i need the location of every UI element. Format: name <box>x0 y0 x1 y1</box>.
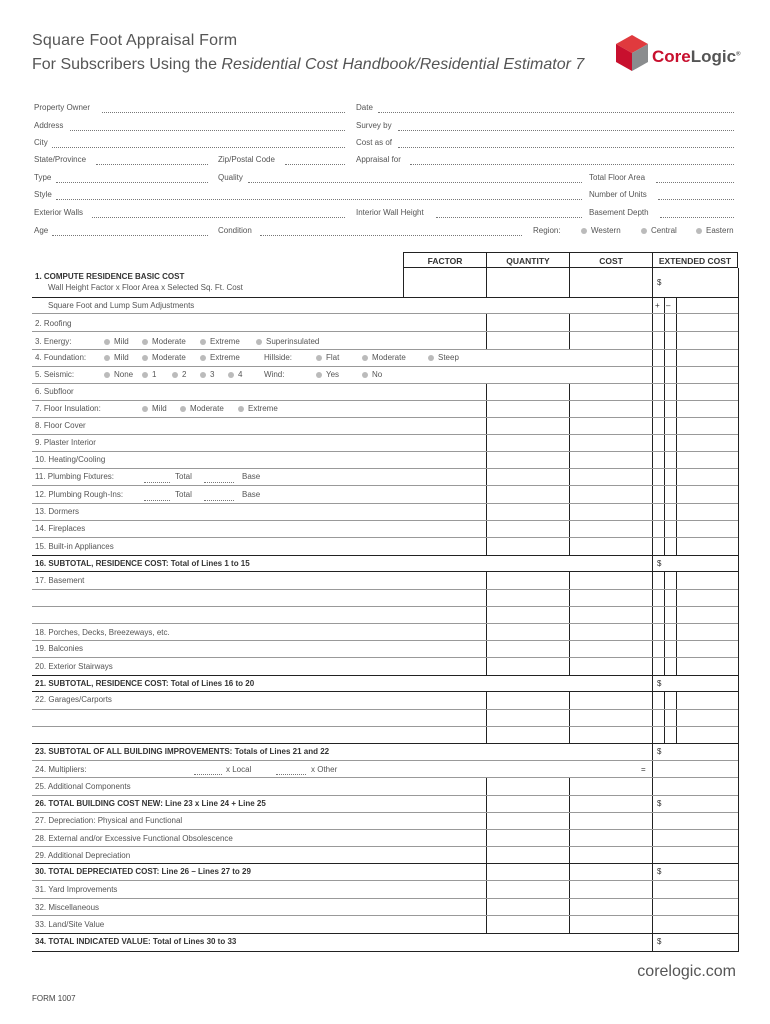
table-row <box>32 727 738 744</box>
radio-icon <box>581 228 587 234</box>
radio-icon <box>362 372 368 378</box>
radio-icon <box>200 372 206 378</box>
column-factor-header: FACTOR <box>403 252 487 268</box>
address-label: Address <box>34 121 64 130</box>
exterior-walls-label: Exterior Walls <box>34 208 84 217</box>
survey-by-field[interactable] <box>398 130 734 131</box>
multiplier-other-field[interactable] <box>276 774 306 775</box>
x-local-label: x Local <box>226 765 252 774</box>
radio-icon <box>428 355 434 361</box>
type-label: Type <box>34 173 52 182</box>
table-row: 17. Basement <box>32 572 738 590</box>
address-field[interactable] <box>70 130 345 131</box>
radio-icon <box>256 339 262 345</box>
hillside-flat-radio[interactable]: Flat <box>316 353 339 362</box>
radio-icon <box>142 355 148 361</box>
table-row: 31. Yard Improvements <box>32 881 738 899</box>
table-row: 4. Foundation: Mild Moderate Extreme Hillside: Flat Moderate Steep <box>32 350 738 367</box>
appraisal-for-label: Appraisal for <box>356 155 401 164</box>
column-quantity-header: QUANTITY <box>486 252 570 268</box>
table-row <box>32 607 738 624</box>
table-row: 23. SUBTOTAL OF ALL BUILDING IMPROVEMENTS: Totals of Lines 21 and 22 $ <box>32 744 738 761</box>
table-row: 29. Additional Depreciation <box>32 847 738 864</box>
hillside-label: Hillside: <box>264 353 293 362</box>
table-row: 24. Multipliers: x Local x Other = <box>32 761 738 778</box>
type-field[interactable] <box>56 182 208 183</box>
footer-url[interactable]: corelogic.com <box>637 963 736 980</box>
zip-field[interactable] <box>285 164 345 165</box>
radio-icon <box>142 372 148 378</box>
age-field[interactable] <box>52 235 208 236</box>
plumbing-roughins-base-field[interactable] <box>204 500 234 501</box>
seismic-4-radio[interactable]: 4 <box>228 370 242 379</box>
table-row: 25. Additional Components <box>32 778 738 796</box>
interior-wall-height-field[interactable] <box>436 217 582 218</box>
table-row <box>32 590 738 607</box>
energy-extreme-radio[interactable]: Extreme <box>200 337 240 346</box>
style-field[interactable] <box>56 199 582 200</box>
age-label: Age <box>34 226 49 235</box>
radio-icon <box>142 406 148 412</box>
total-floor-area-label: Total Floor Area <box>589 173 646 182</box>
basement-depth-label: Basement Depth <box>589 208 649 217</box>
table-row: 26. TOTAL BUILDING COST NEW: Line 23 x Line 24 + Line 25 $ <box>32 796 738 813</box>
table-row: 2. Roofing <box>32 314 738 332</box>
date-label: Date <box>356 103 373 112</box>
table-row: 3. Energy: Mild Moderate Extreme Superinsulated <box>32 332 738 350</box>
radio-icon <box>316 355 322 361</box>
table-row: 33. Land/Site Value <box>32 916 738 934</box>
wind-label: Wind: <box>264 370 285 379</box>
corelogic-logo-text: CoreLogic® <box>652 47 741 66</box>
radio-icon <box>362 355 368 361</box>
plumbing-roughins-total-field[interactable] <box>144 500 170 501</box>
radio-icon <box>104 372 110 378</box>
table-row: 20. Exterior Stairways <box>32 658 738 676</box>
floor-insulation-extreme-radio[interactable]: Extreme <box>238 404 278 413</box>
form-number: FORM 1007 <box>32 994 76 1003</box>
city-label: City <box>34 138 48 147</box>
floor-insulation-mild-radio[interactable]: Mild <box>142 404 167 413</box>
table-row: 28. External and/or Excessive Functional Obsolescence <box>32 830 738 847</box>
radio-icon <box>696 228 702 234</box>
x-other-label: x Other <box>311 765 338 774</box>
table-row: 14. Fireplaces <box>32 521 738 538</box>
table-row: 10. Heating/Cooling <box>32 452 738 469</box>
foundation-moderate-radio[interactable]: Moderate <box>142 353 186 362</box>
property-owner-field[interactable] <box>102 112 345 113</box>
hillside-steep-radio[interactable]: Steep <box>428 353 459 362</box>
interior-wall-height-label: Interior Wall Height <box>356 208 424 217</box>
condition-label: Condition <box>218 226 252 235</box>
base-label: Base <box>242 490 261 499</box>
table-row: 8. Floor Cover <box>32 418 738 435</box>
seismic-2-radio[interactable]: 2 <box>172 370 186 379</box>
table-row: 30. TOTAL DEPRECIATED COST: Line 26 – Lines 27 to 29 $ <box>32 864 738 881</box>
table-row: 34. TOTAL INDICATED VALUE: Total of Lines 30 to 33 $ <box>32 934 738 952</box>
table-row: 18. Porches, Decks, Breezeways, etc. <box>32 624 738 641</box>
radio-icon <box>228 372 234 378</box>
wind-yes-radio[interactable]: Yes <box>316 370 339 379</box>
wind-no-radio[interactable]: No <box>362 370 382 379</box>
form-title: Square Foot Appraisal Form <box>32 32 238 49</box>
foundation-extreme-radio[interactable]: Extreme <box>200 353 240 362</box>
table-row: 13. Dormers <box>32 504 738 521</box>
table-row: 6. Subfloor <box>32 384 738 401</box>
appraisal-for-field[interactable] <box>410 164 734 165</box>
radio-icon <box>172 372 178 378</box>
region-label: Region: <box>533 226 561 235</box>
radio-icon <box>316 372 322 378</box>
quality-label: Quality <box>218 173 243 182</box>
table-row: 12. Plumbing Rough-Ins: Total Base <box>32 486 738 504</box>
cost-as-of-field[interactable] <box>398 147 734 148</box>
radio-icon <box>142 339 148 345</box>
table-row: 16. SUBTOTAL, RESIDENCE COST: Total of Lines 1 to 15 $ <box>32 556 738 572</box>
total-label: Total <box>175 472 192 481</box>
table-row: 9. Plaster Interior <box>32 435 738 452</box>
table-row: 11. Plumbing Fixtures: Total Base <box>32 469 738 486</box>
table-row: 7. Floor Insulation: Mild Moderate Extreme <box>32 401 738 418</box>
radio-icon <box>200 355 206 361</box>
state-label: State/Province <box>34 155 87 164</box>
radio-icon <box>180 406 186 412</box>
property-owner-label: Property Owner <box>34 103 91 112</box>
grid-line <box>738 268 739 952</box>
basement-depth-field[interactable] <box>660 217 734 218</box>
energy-superinsulated-radio[interactable]: Superinsulated <box>256 337 319 346</box>
seismic-3-radio[interactable]: 3 <box>200 370 214 379</box>
city-field[interactable] <box>52 147 345 148</box>
foundation-mild-radio[interactable]: Mild <box>104 353 129 362</box>
total-floor-area-field[interactable] <box>656 182 734 183</box>
region-eastern-radio[interactable]: Eastern <box>696 226 734 235</box>
corelogic-logo-icon <box>614 33 650 73</box>
radio-icon <box>200 339 206 345</box>
table-row: 32. Miscellaneous <box>32 899 738 916</box>
table-row: 27. Depreciation: Physical and Functional <box>32 813 738 830</box>
floor-insulation-moderate-radio[interactable]: Moderate <box>180 404 224 413</box>
quality-field[interactable] <box>248 182 582 183</box>
table-row <box>32 710 738 727</box>
column-extended-cost-header: EXTENDED COST <box>652 252 738 268</box>
table-row: 1. COMPUTE RESIDENCE BASIC COST Wall Height Factor x Floor Area x Selected Sq. Ft. Cost $ <box>32 268 738 298</box>
table-row: 19. Balconies <box>32 641 738 658</box>
zip-label: Zip/Postal Code <box>218 155 275 164</box>
cost-as-of-label: Cost as of <box>356 138 393 147</box>
survey-by-label: Survey by <box>356 121 392 130</box>
multiplier-local-field[interactable] <box>194 774 222 775</box>
date-field[interactable] <box>378 112 734 113</box>
number-of-units-label: Number of Units <box>589 190 647 199</box>
exterior-walls-field[interactable] <box>92 217 345 218</box>
seismic-none-radio[interactable]: None <box>104 370 133 379</box>
column-cost-header: COST <box>569 252 653 268</box>
plumbing-fixtures-base-field[interactable] <box>204 482 234 483</box>
table-row: 21. SUBTOTAL, RESIDENCE COST: Total of Lines 16 to 20 $ <box>32 676 738 692</box>
table-row: 15. Built-in Appliances <box>32 538 738 556</box>
radio-icon <box>104 355 110 361</box>
base-label: Base <box>242 472 261 481</box>
table-row: Square Foot and Lump Sum Adjustments + – <box>32 298 738 314</box>
radio-icon <box>104 339 110 345</box>
state-field[interactable] <box>96 164 208 165</box>
region-western-radio[interactable]: Western <box>581 226 621 235</box>
form-subtitle: For Subscribers Using the Residential Cost Handbook/Residential Estimator 7 <box>32 56 585 73</box>
radio-icon <box>641 228 647 234</box>
style-label: Style <box>34 190 52 199</box>
table-row: 5. Seismic: None 1 2 3 4 Wind: Yes No <box>32 367 738 384</box>
radio-icon <box>238 406 244 412</box>
condition-field[interactable] <box>260 235 522 236</box>
table-row: 22. Garages/Carports <box>32 692 738 710</box>
hillside-moderate-radio[interactable]: Moderate <box>362 353 406 362</box>
energy-mild-radio[interactable]: Mild <box>104 337 129 346</box>
region-central-radio[interactable]: Central <box>641 226 677 235</box>
number-of-units-field[interactable] <box>658 199 734 200</box>
plumbing-fixtures-total-field[interactable] <box>144 482 170 483</box>
energy-moderate-radio[interactable]: Moderate <box>142 337 186 346</box>
seismic-1-radio[interactable]: 1 <box>142 370 156 379</box>
total-label: Total <box>175 490 192 499</box>
